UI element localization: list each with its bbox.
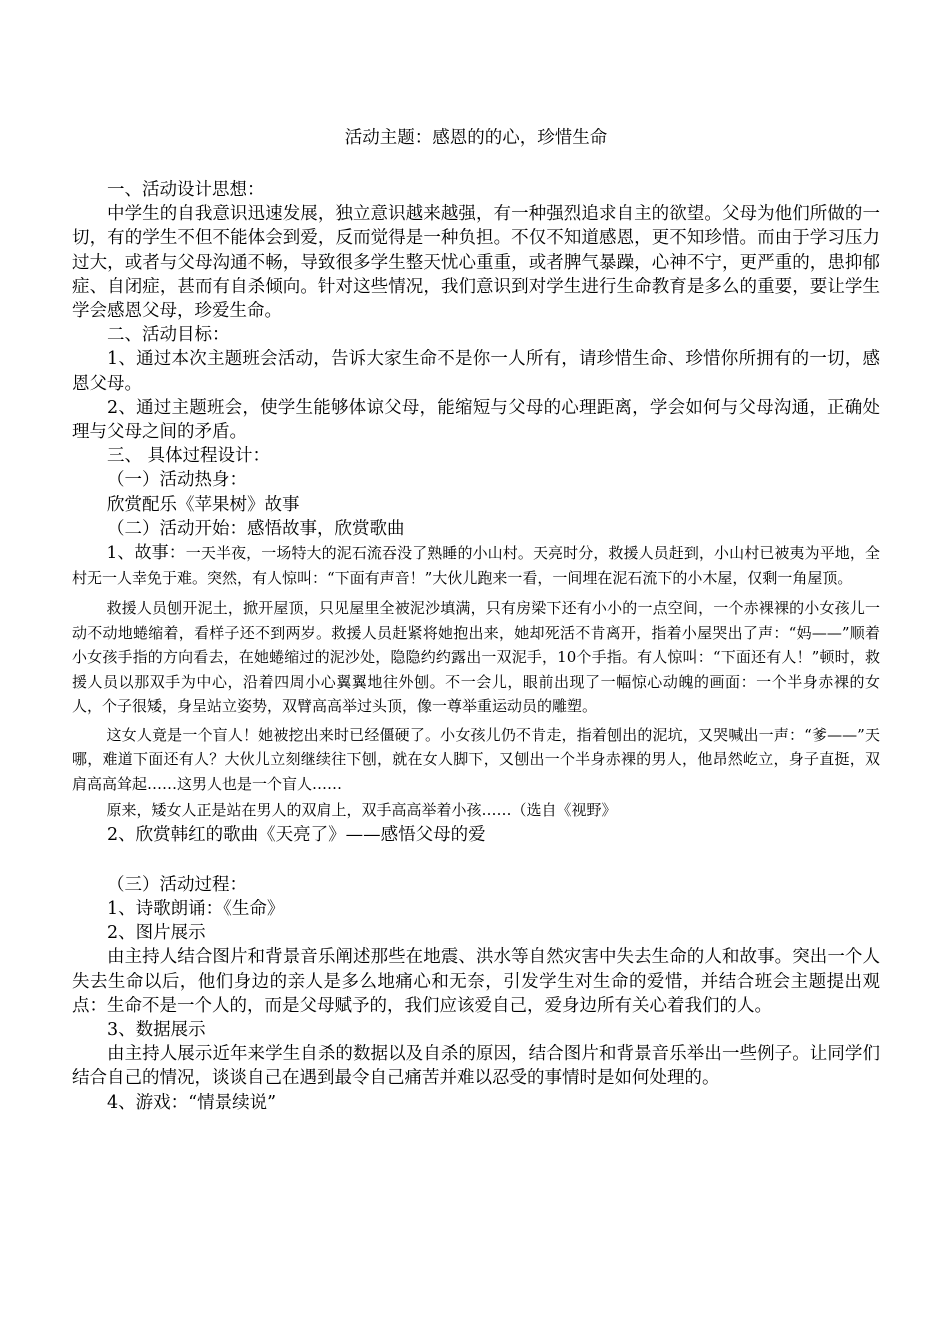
story-paragraph-4: 原来，矮女人正是站在男人的双肩上，双手高高举着小孩……（选自《视野》 xyxy=(106,801,617,820)
story-paragraph-3: 这女人竟是一个盲人！她被挖出来时已经僵硬了。小女孩儿仍不肯走，指着刨出的泥坑，又哭喊出一声：“爹——”天哪，难道下面还有人？大伙儿立刻继续往下刨，就在女人脚下，又刨出一个半身赤裸的男人，他昂然屹立，身子直挺，双肩高高耸起……这男人也是一个盲人…… xyxy=(72,725,880,793)
story-paragraph-2: 救援人员刨开泥土，掀开屋顶，只见屋里全被泥沙填满，只有房梁下还有小小的一点空间，一个赤裸裸的小女孩儿一动不动地蜷缩着，看样子还不到两岁。救援人员赶紧将她抱出来，她却死活不肯离开，指着小屋哭出了声：“妈——”顺着小女孩手指的方向看去，在她蜷缩过的泥沙处，隐隐约约露出一双泥手，10个手指。有人惊叫：“下面还有人！”顿时，救援人员以那双手为中心，沿着四周小心翼翼地往外刨。不一会儿，眼前出现了一幅惊心动魄的画面：一个半身赤裸的女人，个子很矮，身呈站立姿势，双臂高高举过头顶，像一尊举重运动员的雕塑。 xyxy=(72,599,880,716)
process-item-3: 3、数据展示 xyxy=(107,1019,206,1040)
process-item-1: 1、诗歌朗诵：《生命》 xyxy=(107,898,285,919)
goal-1: 1、通过本次主题班会活动，告诉大家生命不是你一人所有，请珍惜生命、珍惜你所拥有的一切，感恩父母。 xyxy=(72,349,880,394)
goal-2: 2、通过主题班会，使学生能够体谅父母，能缩短与父母的心理距离，学会如何与父母沟通，正确处理与父母之间的矛盾。 xyxy=(72,397,880,443)
section1-heading: 一、活动设计思想： xyxy=(107,180,265,200)
warmup-heading: （一）活动热身： xyxy=(107,470,247,491)
section1-body: 中学生的自我意识迅速发展，独立意识越来越强，有一种强烈追求自主的欲望。父母为他们所做的一切，有的学生不但不能体会到爱，反而觉得是一种负担。不仅不知道感恩，更不知珍惜。而由于学习压力过大，或者与父母沟通不畅，导致很多学生整天忧心重重，或者脾气暴躁，心神不宁，更严重的，患抑郁症、自闭症，甚而有自杀倾向。针对这些情况，我们意识到对学生进行生命教育是多么的重要，要让学生学会感恩父母，珍爱生命。 xyxy=(72,204,880,322)
process-heading: （三）活动过程： xyxy=(107,874,247,895)
page-title: 活动主题：感恩的的心，珍惜生命 xyxy=(344,128,608,148)
song-item: 2、欣赏韩红的歌曲《天亮了》——感悟父母的爱 xyxy=(107,824,486,845)
start-heading: （二）活动开始：感悟故事，欣赏歌曲 xyxy=(107,518,405,539)
process-item-2: 2、图片展示 xyxy=(107,923,206,944)
story-lead: 1、故事： xyxy=(106,543,186,564)
blank-line xyxy=(72,847,880,873)
story-text-1: 一天半夜，一场特大的泥石流吞没了熟睡的小山村。天亮时分，救援人员赶到，小山村已被夷为平地，全村无一人幸免于难。突然，有人惊叫：“下面有声音！”大伙儿跑来一看，一间埋在泥石流下的小木屋，仅剩一角屋顶。 xyxy=(72,544,880,587)
process-item-2-body: 由主持人结合图片和背景音乐阐述那些在地震、洪水等自然灾害中失去生命的人和故事。突出一个人失去生命以后，他们身边的亲人是多么地痛心和无奈，引发学生对生命的爱惜，并结合班会主题提出观点：生命不是一个人的，而是父母赋予的，我们应该爱自己，爱身边所有关心着我们的人。 xyxy=(72,947,880,1016)
process-item-3-body: 由主持人展示近年来学生自杀的数据以及自杀的原因，结合图片和背景音乐举出一些例子。让同学们结合自己的情况，谈谈自己在遇到最令自己痛苦并难以忍受的事情时是如何处理的。 xyxy=(72,1044,880,1089)
warmup-body: 欣赏配乐《苹果树》故事 xyxy=(107,494,300,515)
section2-heading: 二、活动目标： xyxy=(107,325,230,346)
process-item-4: 4、游戏：“情景续说” xyxy=(107,1092,277,1113)
document-page xyxy=(72,124,880,1115)
section3-heading: 三、 具体过程设计： xyxy=(107,446,271,467)
story-paragraph-1 xyxy=(72,541,880,590)
